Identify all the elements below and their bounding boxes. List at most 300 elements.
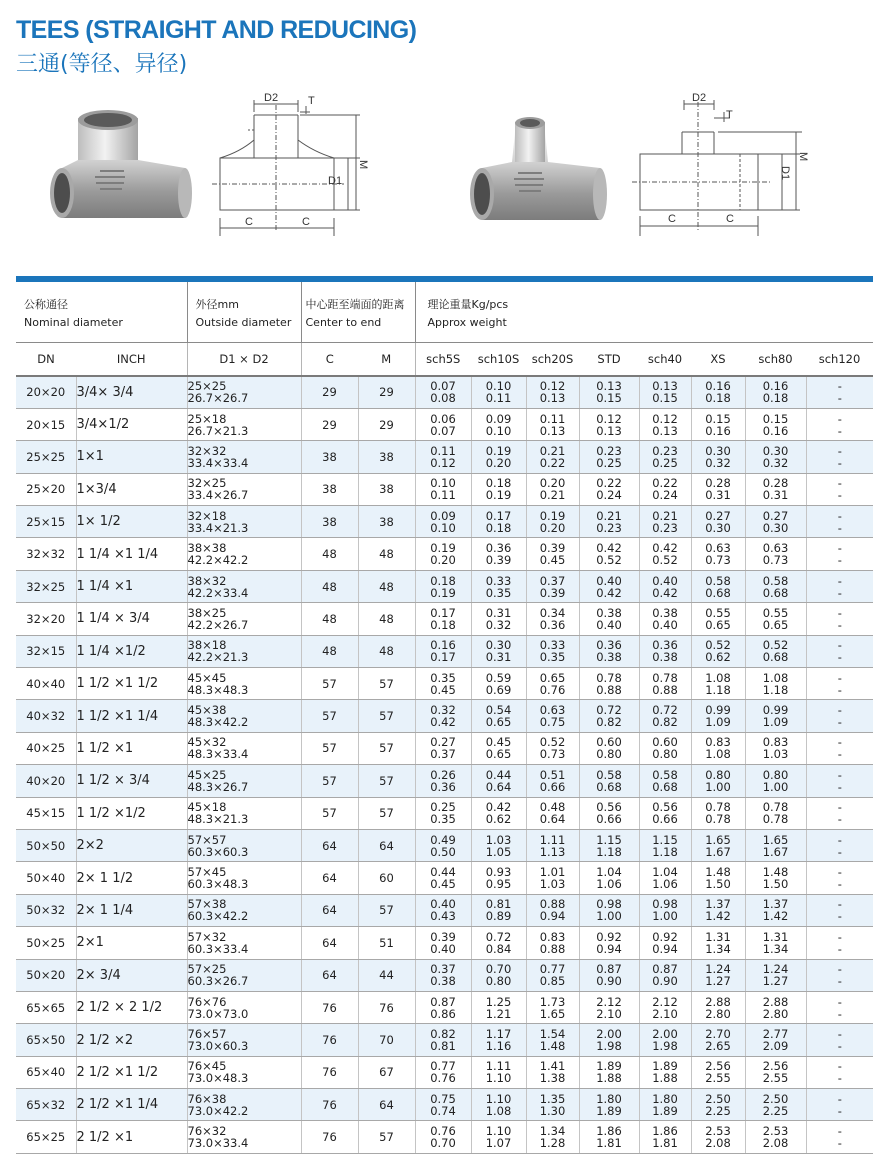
- cell-weight: [639, 894, 691, 926]
- cell-weight-line: 0.36: [485, 541, 512, 556]
- cell-weight: [639, 441, 691, 473]
- cell-weight-line: 0.40: [430, 897, 456, 912]
- cell-weight: [639, 570, 691, 602]
- cell-d1d2-line: 57×32: [187, 929, 227, 944]
- cell-weight-line: -: [837, 929, 842, 944]
- header-outside: [187, 282, 301, 342]
- cell-weight-line: 1.35: [539, 1091, 566, 1106]
- cell-weight-line: 2.12: [652, 994, 678, 1009]
- cell-weight: [471, 408, 526, 440]
- cell-weight-line: 1.86: [596, 1124, 622, 1139]
- table-row: [16, 441, 873, 473]
- cell-d1d2-line: 76×45: [187, 1059, 227, 1074]
- cell-weight-line: 0.73: [539, 747, 566, 762]
- cell-weight: [745, 538, 806, 570]
- cell-weight-line: 0.45: [430, 877, 456, 892]
- cell-weight: [806, 506, 873, 538]
- cell-weight: [415, 603, 471, 635]
- cell-weight-line: 0.37: [430, 962, 456, 977]
- cell-c: 57: [301, 797, 358, 829]
- cell-weight: [526, 408, 579, 440]
- cell-weight-line: 2.08: [762, 1136, 789, 1151]
- cell-weight: [579, 1121, 639, 1153]
- cell-weight: [579, 668, 639, 700]
- cell-weight-line: 0.42: [652, 541, 678, 556]
- table-row: [16, 991, 873, 1023]
- cell-weight-line: 1.65: [762, 832, 789, 847]
- cell-m: 51: [358, 927, 415, 959]
- cell-weight: [415, 732, 471, 764]
- cell-dn: 25×20: [16, 473, 76, 505]
- table-row: [16, 376, 873, 408]
- cell-weight-line: -: [837, 553, 842, 568]
- cell-weight-line: 1.08: [485, 1103, 512, 1118]
- cell-weight-line: -: [837, 682, 842, 697]
- cell-weight-line: 0.28: [762, 476, 789, 491]
- cell-weight-line: 1.10: [485, 1124, 512, 1139]
- cell-d1d2: [187, 668, 301, 700]
- cell-weight-line: 0.31: [762, 488, 789, 503]
- cell-weight-line: 1.06: [596, 877, 622, 892]
- cell-weight: [415, 959, 471, 991]
- cell-weight: [579, 408, 639, 440]
- cell-weight: [691, 991, 745, 1023]
- cell-weight: [806, 538, 873, 570]
- cell-weight-line: 0.23: [596, 443, 622, 458]
- cell-weight-line: -: [837, 650, 842, 665]
- cell-weight-line: 0.09: [430, 508, 456, 523]
- cell-weight-line: 0.99: [762, 703, 789, 718]
- cell-weight-line: 0.10: [485, 423, 512, 438]
- cell-weight-line: 0.31: [485, 605, 512, 620]
- cell-weight-line: 0.81: [430, 1039, 456, 1053]
- group-header-row: [16, 282, 873, 342]
- cell-weight: [526, 376, 579, 408]
- cell-m: 57: [358, 732, 415, 764]
- cell-dn: 50×50: [16, 829, 76, 861]
- cell-weight-line: 0.65: [762, 617, 789, 632]
- cell-weight: [639, 408, 691, 440]
- table-row: [16, 408, 873, 440]
- cell-c: 57: [301, 668, 358, 700]
- cell-weight-line: 0.32: [430, 703, 456, 718]
- cell-weight-line: 2.09: [762, 1039, 789, 1053]
- cell-c: 76: [301, 1056, 358, 1088]
- cell-weight-line: 0.15: [596, 391, 622, 406]
- cell-weight-line: 0.39: [539, 541, 566, 556]
- cell-d1d2-line: 48.3×42.2: [187, 715, 249, 730]
- cell-weight-line: 0.16: [705, 379, 731, 394]
- cell-weight: [691, 635, 745, 667]
- cell-weight-line: -: [837, 865, 842, 880]
- cell-d1d2: [187, 700, 301, 732]
- cell-weight-line: 0.42: [596, 541, 622, 556]
- cell-weight: [471, 765, 526, 797]
- cell-weight-line: 0.68: [705, 585, 731, 600]
- cell-weight: [806, 1121, 873, 1153]
- cell-c: 48: [301, 570, 358, 602]
- label-m: M: [797, 152, 809, 162]
- cell-weight-line: 0.76: [539, 682, 566, 697]
- cell-weight-line: 0.78: [705, 812, 731, 827]
- cell-weight-line: 0.88: [539, 941, 566, 956]
- cell-dn: 65×65: [16, 991, 76, 1023]
- cell-weight: [579, 1089, 639, 1121]
- cell-weight-line: 0.23: [652, 520, 678, 535]
- cell-weight-line: 0.20: [430, 553, 456, 568]
- col-inch: INCH: [76, 342, 187, 376]
- cell-weight: [415, 829, 471, 861]
- cell-weight: [639, 829, 691, 861]
- header-weight-cn: 理论重量Kg/pcs: [427, 298, 509, 311]
- cell-d1d2-line: 60.3×42.2: [187, 909, 249, 924]
- cell-weight: [745, 991, 806, 1023]
- cell-d1d2: [187, 473, 301, 505]
- cell-c: 48: [301, 538, 358, 570]
- cell-weight-line: -: [837, 443, 842, 458]
- cell-weight-line: 0.66: [596, 812, 622, 827]
- cell-weight-line: 0.59: [485, 670, 512, 685]
- cell-weight-line: 0.34: [539, 605, 566, 620]
- cell-d1d2-line: 48.3×48.3: [187, 682, 249, 697]
- cell-weight: [526, 829, 579, 861]
- cell-weight-line: 0.30: [705, 520, 731, 535]
- cell-weight: [526, 603, 579, 635]
- cell-weight: [579, 635, 639, 667]
- cell-weight: [806, 959, 873, 991]
- cell-weight-line: 1.50: [705, 877, 731, 892]
- cell-weight-line: 1.24: [762, 962, 789, 977]
- cell-weight: [639, 635, 691, 667]
- table-row: [16, 732, 873, 764]
- table-row: [16, 862, 873, 894]
- cell-weight-line: 0.78: [705, 800, 731, 815]
- header-outside-cn: 外径mm: [195, 298, 239, 311]
- cell-weight-line: -: [837, 585, 842, 600]
- cell-c: 64: [301, 927, 358, 959]
- cell-weight-line: 0.40: [596, 617, 622, 632]
- cell-weight-line: 1.31: [762, 929, 789, 944]
- page-title: TEES (STRAIGHT AND REDUCING): [16, 16, 417, 44]
- cell-weight-line: 0.30: [705, 443, 731, 458]
- cell-weight-line: 0.19: [430, 585, 456, 600]
- cell-weight-line: 0.42: [430, 715, 456, 730]
- straight-tee-photo: [40, 100, 200, 240]
- cell-weight-line: 0.35: [430, 812, 456, 827]
- cell-d1d2-line: 76×76: [187, 994, 227, 1009]
- cell-weight-line: 0.15: [762, 411, 789, 426]
- cell-inch: 1 1/4 × 3/4: [76, 603, 187, 635]
- cell-weight: [526, 1024, 579, 1056]
- cell-weight: [415, 1056, 471, 1088]
- cell-weight-line: 0.72: [485, 929, 512, 944]
- cell-weight-line: -: [837, 715, 842, 730]
- table-row: [16, 1056, 873, 1088]
- cell-weight-line: 0.42: [652, 585, 678, 600]
- cell-weight-line: 0.18: [705, 391, 731, 406]
- cell-weight: [471, 1056, 526, 1088]
- cell-weight-line: 0.87: [596, 962, 622, 977]
- cell-c: 48: [301, 635, 358, 667]
- cell-weight-line: 1.89: [596, 1103, 622, 1118]
- label-c-right: C: [302, 216, 310, 228]
- cell-weight-line: 0.17: [485, 508, 512, 523]
- cell-d1d2-line: 42.2×33.4: [187, 585, 249, 600]
- cell-weight-line: 0.87: [652, 962, 678, 977]
- cell-weight-line: 0.92: [652, 929, 678, 944]
- cell-c: 64: [301, 862, 358, 894]
- cell-weight-line: 1.80: [652, 1091, 678, 1106]
- cell-inch: 1×1: [76, 441, 187, 473]
- cell-d1d2: [187, 829, 301, 861]
- cell-weight-line: 1.08: [762, 670, 789, 685]
- cell-weight-line: 2.55: [762, 1071, 789, 1086]
- cell-weight-line: 0.83: [539, 929, 566, 944]
- cell-weight-line: 1.38: [539, 1071, 566, 1086]
- label-c-right: C: [726, 213, 734, 225]
- page-subtitle: 三通(等径、异径): [16, 52, 188, 77]
- cell-inch: 1 1/4 ×1/2: [76, 635, 187, 667]
- cell-weight-line: 0.10: [485, 379, 512, 394]
- cell-weight-line: 0.94: [652, 941, 678, 956]
- cell-weight: [471, 635, 526, 667]
- cell-c: 64: [301, 829, 358, 861]
- cell-weight-line: -: [837, 488, 842, 503]
- cell-weight-line: 0.11: [430, 443, 456, 458]
- cell-weight: [471, 1024, 526, 1056]
- cell-weight-line: 0.83: [705, 735, 731, 750]
- cell-weight: [471, 473, 526, 505]
- cell-weight: [415, 408, 471, 440]
- cell-m: 57: [358, 1121, 415, 1153]
- cell-d1d2-line: 48.3×33.4: [187, 747, 249, 762]
- cell-c: 76: [301, 1089, 358, 1121]
- cell-weight: [745, 635, 806, 667]
- cell-weight-line: 0.38: [596, 650, 622, 665]
- cell-weight: [471, 959, 526, 991]
- cell-weight-line: -: [837, 1059, 842, 1074]
- cell-weight-line: 1.34: [762, 941, 789, 956]
- cell-m: 38: [358, 441, 415, 473]
- cell-weight-line: 1.18: [596, 844, 622, 859]
- cell-weight-line: 1.30: [539, 1103, 566, 1118]
- cell-weight-line: 0.80: [652, 747, 678, 762]
- cell-weight: [471, 732, 526, 764]
- cell-weight: [526, 894, 579, 926]
- table-row: [16, 473, 873, 505]
- label-c-left: C: [245, 216, 253, 228]
- cell-weight-line: 0.45: [485, 735, 512, 750]
- cell-weight-line: 1.24: [705, 962, 731, 977]
- cell-weight: [471, 376, 526, 408]
- cell-d1d2-line: 60.3×48.3: [187, 877, 249, 892]
- cell-inch: 1 1/4 ×1: [76, 570, 187, 602]
- cell-weight: [415, 862, 471, 894]
- cell-weight: [745, 927, 806, 959]
- cell-weight-line: 0.74: [430, 1103, 456, 1118]
- cell-weight-line: 0.22: [596, 476, 622, 491]
- cell-weight: [639, 1024, 691, 1056]
- cell-weight-line: 0.13: [652, 379, 678, 394]
- label-d1: D1: [328, 175, 343, 187]
- cell-weight: [579, 862, 639, 894]
- cell-weight-line: 0.20: [539, 476, 566, 491]
- cell-weight: [471, 991, 526, 1023]
- cell-weight-line: 0.35: [485, 585, 512, 600]
- cell-weight-line: 0.25: [596, 455, 622, 470]
- cell-weight-line: 0.38: [430, 974, 456, 989]
- cell-weight-line: 0.36: [539, 617, 566, 632]
- cell-weight-line: 2.10: [652, 1006, 678, 1021]
- cell-weight-line: 0.17: [430, 650, 456, 665]
- cell-weight-line: 1.00: [762, 779, 789, 794]
- cell-weight-line: 2.50: [762, 1091, 789, 1106]
- cell-dn: 65×40: [16, 1056, 76, 1088]
- cell-weight: [415, 668, 471, 700]
- cell-dn: 40×25: [16, 732, 76, 764]
- cell-weight: [745, 732, 806, 764]
- cell-m: 57: [358, 700, 415, 732]
- cell-weight-line: 1.18: [705, 682, 731, 697]
- cell-weight-line: 0.68: [762, 650, 789, 665]
- cell-weight-line: 0.90: [596, 974, 622, 989]
- cell-weight-line: -: [837, 391, 842, 406]
- cell-weight: [639, 1089, 691, 1121]
- cell-dn: 25×25: [16, 441, 76, 473]
- cell-weight-line: 0.16: [705, 423, 731, 438]
- cell-inch: 2 1/2 ×1 1/4: [76, 1089, 187, 1121]
- cell-inch: 2 1/2 ×1 1/2: [76, 1056, 187, 1088]
- cell-inch: 2 1/2 ×1: [76, 1121, 187, 1153]
- cell-d1d2: [187, 732, 301, 764]
- cell-weight: [691, 862, 745, 894]
- cell-weight: [691, 959, 745, 991]
- cell-weight-line: 0.32: [485, 617, 512, 632]
- cell-weight-line: 1.17: [485, 1027, 512, 1041]
- cell-weight: [415, 441, 471, 473]
- cell-weight: [526, 991, 579, 1023]
- cell-d1d2-line: 33.4×21.3: [187, 520, 249, 535]
- cell-weight-line: 0.32: [762, 455, 789, 470]
- cell-weight-line: 0.58: [762, 573, 789, 588]
- cell-weight-line: -: [837, 573, 842, 588]
- cell-weight-line: 0.92: [596, 929, 622, 944]
- cell-weight: [639, 506, 691, 538]
- cell-weight-line: 1.89: [652, 1059, 678, 1074]
- cell-weight: [471, 603, 526, 635]
- cell-m: 57: [358, 668, 415, 700]
- cell-weight-line: 0.44: [485, 767, 512, 782]
- cell-weight-line: 0.20: [485, 455, 512, 470]
- cell-dn: 32×20: [16, 603, 76, 635]
- cell-weight-line: 0.24: [652, 488, 678, 503]
- cell-c: 76: [301, 991, 358, 1023]
- cell-weight-line: 0.17: [430, 605, 456, 620]
- cell-weight-line: 0.62: [705, 650, 731, 665]
- cell-weight-line: 0.31: [705, 488, 731, 503]
- cell-weight-line: 1.41: [539, 1059, 566, 1074]
- cell-d1d2-line: 38×38: [187, 541, 227, 556]
- cell-dn: 20×15: [16, 408, 76, 440]
- cell-weight-line: 0.18: [430, 617, 456, 632]
- cell-inch: 3/4× 3/4: [76, 376, 187, 408]
- cell-weight: [806, 570, 873, 602]
- cell-weight: [691, 765, 745, 797]
- cell-weight: [579, 700, 639, 732]
- cell-weight-line: 0.99: [705, 703, 731, 718]
- cell-weight-line: 1.80: [596, 1091, 622, 1106]
- cell-m: 57: [358, 797, 415, 829]
- cell-weight-line: 0.54: [485, 703, 512, 718]
- cell-d1d2-line: 45×18: [187, 800, 227, 815]
- cell-weight-line: 0.80: [762, 767, 789, 782]
- cell-weight: [745, 959, 806, 991]
- straight-tee-drawing: [210, 90, 375, 240]
- cell-weight-line: 2.56: [705, 1059, 731, 1074]
- cell-weight-line: 1.86: [652, 1124, 678, 1139]
- cell-weight-line: 1.65: [705, 832, 731, 847]
- cell-weight: [745, 570, 806, 602]
- cell-weight-line: -: [837, 605, 842, 620]
- cell-weight-line: 1.18: [652, 844, 678, 859]
- cell-d1d2-line: 76×32: [187, 1124, 227, 1139]
- cell-weight-line: 0.81: [485, 897, 512, 912]
- table-row: [16, 1121, 873, 1153]
- cell-d1d2: [187, 991, 301, 1023]
- col-xs: XS: [691, 342, 745, 376]
- cell-weight-line: 1.37: [705, 897, 731, 912]
- cell-weight-line: 0.60: [596, 735, 622, 750]
- cell-weight: [745, 408, 806, 440]
- cell-weight-line: 0.64: [539, 812, 566, 827]
- cell-weight-line: 1.04: [596, 865, 622, 880]
- cell-weight-line: 1.18: [762, 682, 789, 697]
- cell-weight-line: 0.18: [762, 391, 789, 406]
- cell-dn: 20×20: [16, 376, 76, 408]
- cell-weight-line: 0.55: [762, 605, 789, 620]
- cell-weight-line: 1.05: [485, 844, 512, 859]
- cell-inch: 1 1/2 ×1 1/2: [76, 668, 187, 700]
- cell-weight: [471, 927, 526, 959]
- table-row: [16, 506, 873, 538]
- cell-weight-line: 1.54: [539, 1027, 566, 1041]
- reducing-tee-photo: [460, 100, 620, 240]
- cell-weight-line: -: [837, 767, 842, 782]
- header-nominal-en: Nominal diameter: [24, 316, 123, 329]
- cell-weight: [471, 862, 526, 894]
- cell-weight-line: 1.37: [762, 897, 789, 912]
- cell-weight-line: -: [837, 897, 842, 912]
- cell-weight: [745, 894, 806, 926]
- cell-m: 60: [358, 862, 415, 894]
- cell-d1d2-line: 73.0×42.2: [187, 1103, 249, 1118]
- cell-weight-line: 2.88: [762, 994, 789, 1009]
- cell-weight: [471, 829, 526, 861]
- cell-weight-line: 2.08: [705, 1136, 731, 1151]
- label-t: T: [726, 109, 733, 121]
- cell-weight-line: 0.49: [430, 832, 456, 847]
- cell-weight-line: 0.22: [539, 455, 566, 470]
- cell-weight-line: 0.21: [539, 443, 566, 458]
- cell-weight-line: 0.15: [652, 391, 678, 406]
- cell-weight: [415, 991, 471, 1023]
- cell-weight: [745, 668, 806, 700]
- cell-c: 38: [301, 441, 358, 473]
- cell-weight-line: -: [837, 800, 842, 815]
- cell-weight-line: 0.27: [430, 735, 456, 750]
- cell-weight-line: 0.21: [596, 508, 622, 523]
- cell-weight-line: 0.40: [430, 941, 456, 956]
